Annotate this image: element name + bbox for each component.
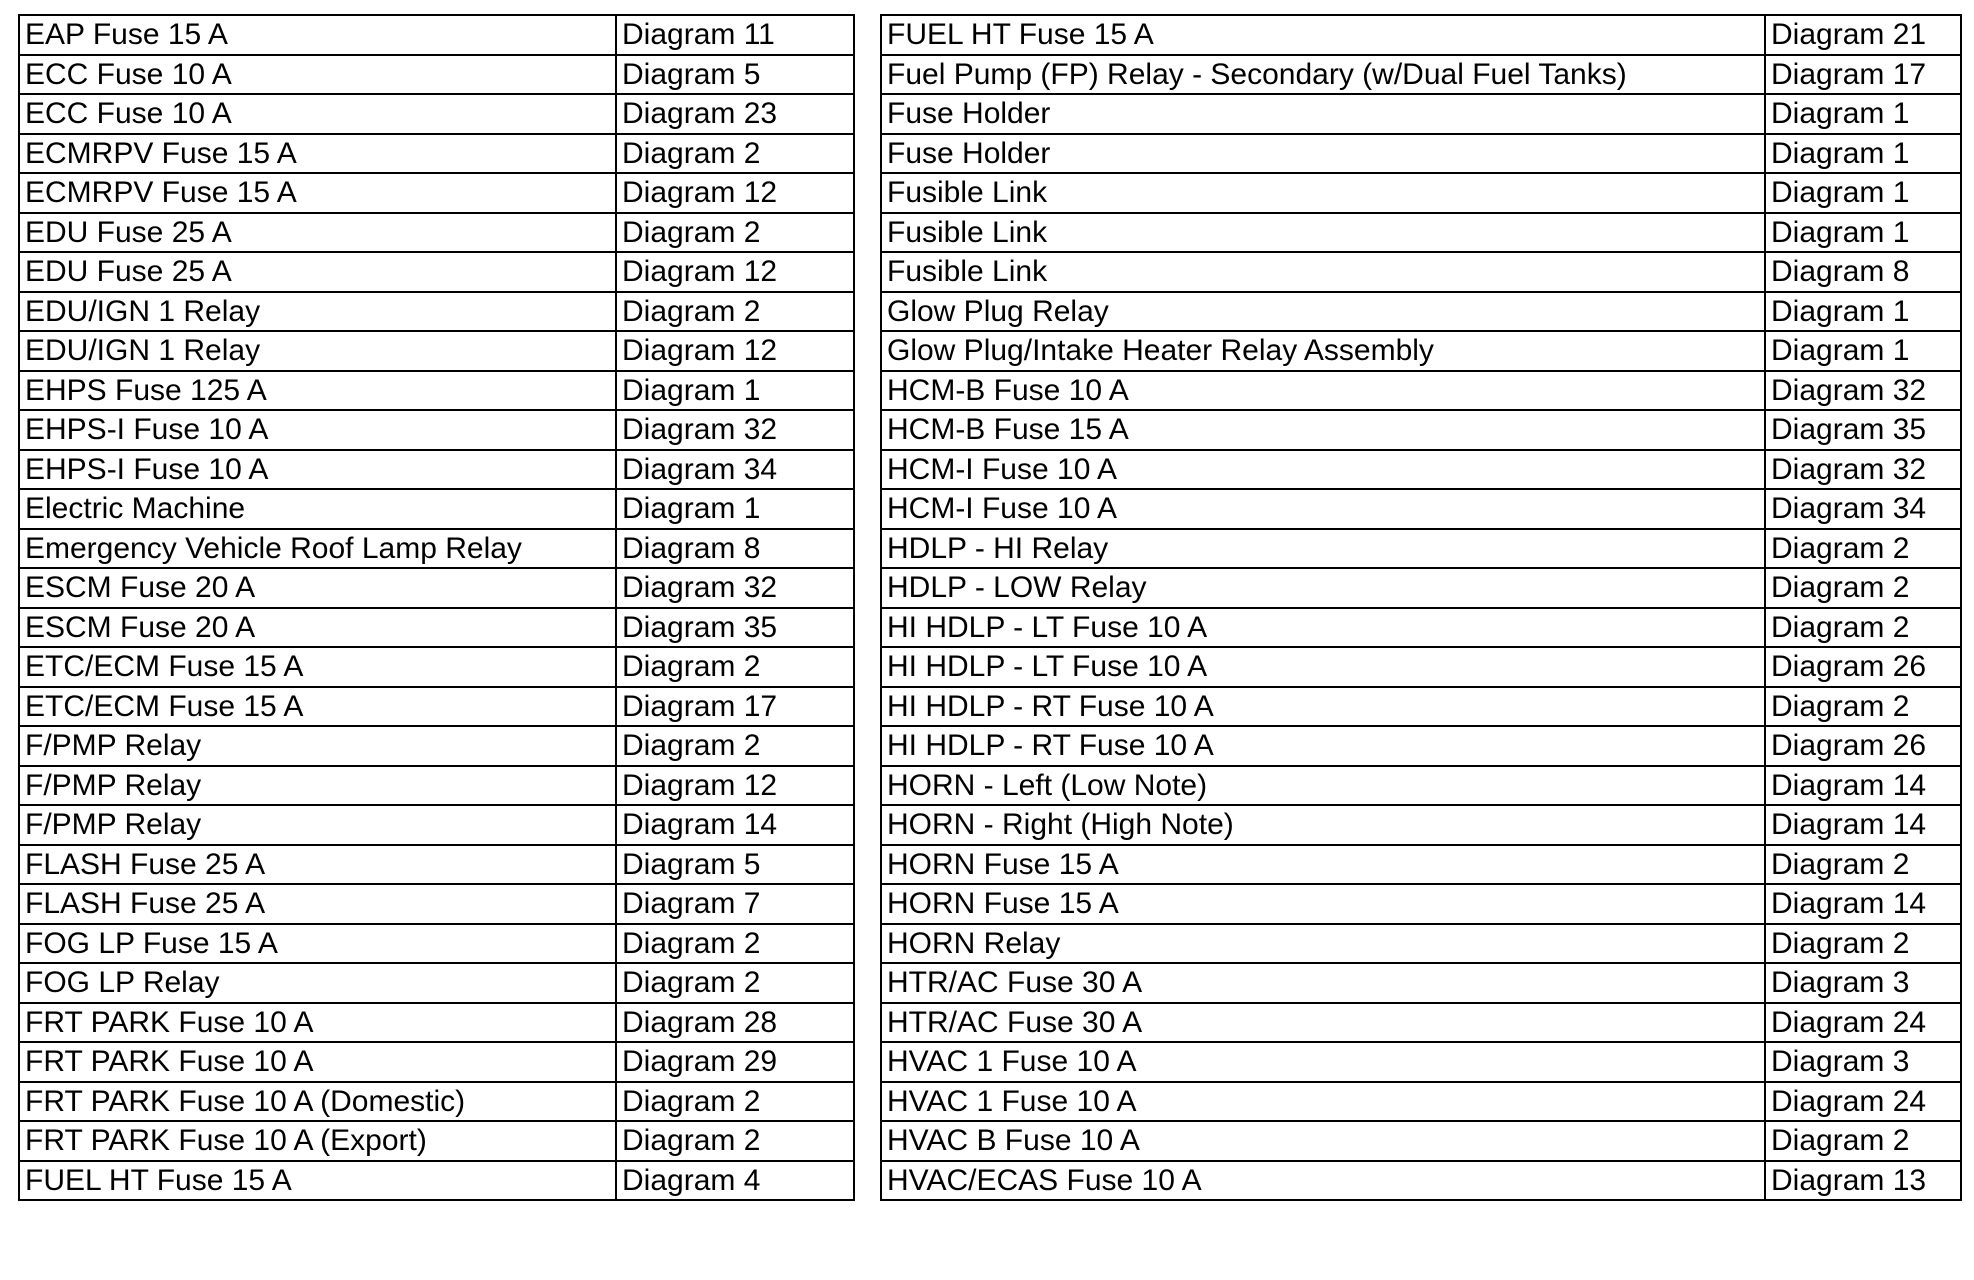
table-row: [881, 1161, 1961, 1201]
table-row: [19, 331, 854, 371]
table-row: [19, 55, 854, 95]
diagram-reference-cell: Diagram 34: [1765, 489, 1961, 529]
table-row: [881, 1121, 1961, 1161]
diagram-reference-cell: Diagram 14: [1765, 805, 1961, 845]
component-name-cell: Fusible Link: [881, 252, 1765, 292]
diagram-reference-cell: Diagram 21: [1765, 15, 1961, 55]
table-row: [19, 15, 854, 55]
diagram-reference-cell: Diagram 12: [616, 766, 854, 806]
component-name-cell: HCM-I Fuse 10 A: [881, 450, 1765, 490]
diagram-reference-cell: Diagram 1: [1765, 292, 1961, 332]
diagram-reference-cell: Diagram 35: [1765, 410, 1961, 450]
table-row: [881, 134, 1961, 174]
diagram-reference-cell: Diagram 14: [616, 805, 854, 845]
table-row: [19, 884, 854, 924]
component-name-cell: F/PMP Relay: [19, 805, 616, 845]
component-name-cell: FOG LP Relay: [19, 963, 616, 1003]
diagram-reference-cell: Diagram 26: [1765, 647, 1961, 687]
component-name-cell: HI HDLP - LT Fuse 10 A: [881, 608, 1765, 648]
component-name-cell: EAP Fuse 15 A: [19, 15, 616, 55]
table-row: [19, 371, 854, 411]
table-row: [19, 1121, 854, 1161]
component-name-cell: FRT PARK Fuse 10 A (Domestic): [19, 1082, 616, 1122]
component-name-cell: HDLP - HI Relay: [881, 529, 1765, 569]
table-row: [881, 845, 1961, 885]
table-row: [19, 489, 854, 529]
table-row: [881, 924, 1961, 964]
diagram-reference-cell: Diagram 1: [1765, 94, 1961, 134]
component-name-cell: EHPS Fuse 125 A: [19, 371, 616, 411]
table-row: [19, 963, 854, 1003]
diagram-reference-cell: Diagram 29: [616, 1042, 854, 1082]
diagram-reference-cell: Diagram 2: [616, 924, 854, 964]
component-name-cell: EDU Fuse 25 A: [19, 252, 616, 292]
diagram-reference-cell: Diagram 24: [1765, 1003, 1961, 1043]
table-row: [19, 845, 854, 885]
component-name-cell: ETC/ECM Fuse 15 A: [19, 687, 616, 727]
component-name-cell: FLASH Fuse 25 A: [19, 884, 616, 924]
diagram-reference-cell: Diagram 2: [1765, 568, 1961, 608]
diagram-reference-cell: Diagram 2: [616, 134, 854, 174]
component-name-cell: Fuel Pump (FP) Relay - Secondary (w/Dual Fuel Tanks): [881, 55, 1765, 95]
diagram-reference-cell: Diagram 24: [1765, 1082, 1961, 1122]
diagram-reference-cell: Diagram 2: [1765, 687, 1961, 727]
component-name-cell: Fuse Holder: [881, 134, 1765, 174]
table-row: [19, 252, 854, 292]
table-row: [881, 726, 1961, 766]
component-name-cell: F/PMP Relay: [19, 766, 616, 806]
table-row: [19, 213, 854, 253]
table-row: [881, 884, 1961, 924]
diagram-reference-cell: Diagram 2: [1765, 608, 1961, 648]
table-row: [881, 647, 1961, 687]
diagram-reference-cell: Diagram 7: [616, 884, 854, 924]
table-row: [881, 450, 1961, 490]
table-row: [881, 568, 1961, 608]
table-row: [19, 1042, 854, 1082]
diagram-reference-cell: Diagram 2: [1765, 845, 1961, 885]
component-name-cell: HCM-I Fuse 10 A: [881, 489, 1765, 529]
diagram-reference-cell: Diagram 32: [1765, 450, 1961, 490]
table-row: [881, 15, 1961, 55]
diagram-reference-cell: Diagram 34: [616, 450, 854, 490]
component-name-cell: F/PMP Relay: [19, 726, 616, 766]
table-row: [881, 766, 1961, 806]
component-name-cell: EHPS-I Fuse 10 A: [19, 450, 616, 490]
diagram-reference-cell: Diagram 32: [616, 568, 854, 608]
component-name-cell: HORN Relay: [881, 924, 1765, 964]
diagram-reference-cell: Diagram 32: [616, 410, 854, 450]
diagram-reference-cell: Diagram 8: [1765, 252, 1961, 292]
left-table-body: [19, 15, 854, 1200]
diagram-reference-cell: Diagram 2: [616, 647, 854, 687]
component-name-cell: FRT PARK Fuse 10 A: [19, 1042, 616, 1082]
component-name-cell: FRT PARK Fuse 10 A: [19, 1003, 616, 1043]
component-name-cell: Electric Machine: [19, 489, 616, 529]
component-name-cell: EHPS-I Fuse 10 A: [19, 410, 616, 450]
component-name-cell: ECMRPV Fuse 15 A: [19, 134, 616, 174]
component-name-cell: FRT PARK Fuse 10 A (Export): [19, 1121, 616, 1161]
table-row: [881, 371, 1961, 411]
diagram-reference-cell: Diagram 32: [1765, 371, 1961, 411]
table-row: [19, 766, 854, 806]
table-row: [881, 292, 1961, 332]
table-row: [19, 450, 854, 490]
diagram-reference-cell: Diagram 35: [616, 608, 854, 648]
diagram-reference-cell: Diagram 2: [1765, 924, 1961, 964]
table-row: [881, 805, 1961, 845]
right-table-body: [881, 15, 1961, 1200]
component-name-cell: FOG LP Fuse 15 A: [19, 924, 616, 964]
component-name-cell: ECC Fuse 10 A: [19, 94, 616, 134]
diagram-reference-cell: Diagram 2: [1765, 529, 1961, 569]
table-row: [881, 529, 1961, 569]
table-row: [881, 1042, 1961, 1082]
table-row: [881, 94, 1961, 134]
component-name-cell: HORN Fuse 15 A: [881, 845, 1765, 885]
component-name-cell: HI HDLP - LT Fuse 10 A: [881, 647, 1765, 687]
diagram-reference-cell: Diagram 26: [1765, 726, 1961, 766]
component-name-cell: ETC/ECM Fuse 15 A: [19, 647, 616, 687]
table-row: [881, 410, 1961, 450]
table-row: [19, 1161, 854, 1201]
component-name-cell: EDU Fuse 25 A: [19, 213, 616, 253]
table-row: [19, 1082, 854, 1122]
diagram-reference-cell: Diagram 1: [616, 371, 854, 411]
page: [18, 14, 1958, 1201]
component-name-cell: HCM-B Fuse 15 A: [881, 410, 1765, 450]
diagram-reference-cell: Diagram 2: [1765, 1121, 1961, 1161]
component-name-cell: ECC Fuse 10 A: [19, 55, 616, 95]
diagram-reference-cell: Diagram 12: [616, 331, 854, 371]
component-name-cell: ECMRPV Fuse 15 A: [19, 173, 616, 213]
diagram-reference-cell: Diagram 2: [616, 213, 854, 253]
table-row: [881, 213, 1961, 253]
right-fuse-table: [880, 14, 1962, 1201]
component-name-cell: Fusible Link: [881, 173, 1765, 213]
diagram-reference-cell: Diagram 28: [616, 1003, 854, 1043]
component-name-cell: Glow Plug Relay: [881, 292, 1765, 332]
table-row: [19, 726, 854, 766]
table-row: [19, 1003, 854, 1043]
component-name-cell: HI HDLP - RT Fuse 10 A: [881, 687, 1765, 727]
component-name-cell: FLASH Fuse 25 A: [19, 845, 616, 885]
table-row: [19, 529, 854, 569]
component-name-cell: HTR/AC Fuse 30 A: [881, 1003, 1765, 1043]
component-name-cell: EDU/IGN 1 Relay: [19, 292, 616, 332]
diagram-reference-cell: Diagram 12: [616, 173, 854, 213]
component-name-cell: HVAC 1 Fuse 10 A: [881, 1082, 1765, 1122]
diagram-reference-cell: Diagram 2: [616, 963, 854, 1003]
diagram-reference-cell: Diagram 4: [616, 1161, 854, 1201]
component-name-cell: Glow Plug/Intake Heater Relay Assembly: [881, 331, 1765, 371]
component-name-cell: FUEL HT Fuse 15 A: [881, 15, 1765, 55]
diagram-reference-cell: Diagram 2: [616, 1121, 854, 1161]
table-row: [881, 331, 1961, 371]
component-name-cell: HVAC/ECAS Fuse 10 A: [881, 1161, 1765, 1201]
component-name-cell: HORN - Left (Low Note): [881, 766, 1765, 806]
table-row: [881, 1082, 1961, 1122]
table-row: [881, 173, 1961, 213]
component-name-cell: HVAC 1 Fuse 10 A: [881, 1042, 1765, 1082]
table-row: [881, 252, 1961, 292]
component-name-cell: HORN - Right (High Note): [881, 805, 1765, 845]
diagram-reference-cell: Diagram 14: [1765, 884, 1961, 924]
diagram-reference-cell: Diagram 3: [1765, 1042, 1961, 1082]
diagram-reference-cell: Diagram 2: [616, 726, 854, 766]
diagram-reference-cell: Diagram 23: [616, 94, 854, 134]
component-name-cell: Fusible Link: [881, 213, 1765, 253]
diagram-reference-cell: Diagram 17: [616, 687, 854, 727]
table-row: [881, 1003, 1961, 1043]
diagram-reference-cell: Diagram 12: [616, 252, 854, 292]
diagram-reference-cell: Diagram 1: [1765, 331, 1961, 371]
diagram-reference-cell: Diagram 5: [616, 845, 854, 885]
table-row: [881, 55, 1961, 95]
table-row: [19, 924, 854, 964]
component-name-cell: ESCM Fuse 20 A: [19, 568, 616, 608]
diagram-reference-cell: Diagram 1: [1765, 134, 1961, 174]
component-name-cell: FUEL HT Fuse 15 A: [19, 1161, 616, 1201]
table-row: [19, 608, 854, 648]
table-row: [881, 489, 1961, 529]
table-row: [19, 687, 854, 727]
diagram-reference-cell: Diagram 1: [1765, 173, 1961, 213]
diagram-reference-cell: Diagram 14: [1765, 766, 1961, 806]
table-row: [19, 134, 854, 174]
table-row: [881, 608, 1961, 648]
diagram-reference-cell: Diagram 17: [1765, 55, 1961, 95]
component-name-cell: HTR/AC Fuse 30 A: [881, 963, 1765, 1003]
component-name-cell: EDU/IGN 1 Relay: [19, 331, 616, 371]
table-row: [881, 687, 1961, 727]
diagram-reference-cell: Diagram 11: [616, 15, 854, 55]
component-name-cell: ESCM Fuse 20 A: [19, 608, 616, 648]
table-row: [19, 805, 854, 845]
table-row: [19, 568, 854, 608]
diagram-reference-cell: Diagram 8: [616, 529, 854, 569]
table-row: [19, 292, 854, 332]
diagram-reference-cell: Diagram 3: [1765, 963, 1961, 1003]
diagram-reference-cell: Diagram 2: [616, 292, 854, 332]
component-name-cell: HORN Fuse 15 A: [881, 884, 1765, 924]
diagram-reference-cell: Diagram 1: [1765, 213, 1961, 253]
table-row: [19, 173, 854, 213]
table-row: [19, 647, 854, 687]
table-row: [881, 963, 1961, 1003]
component-name-cell: HCM-B Fuse 10 A: [881, 371, 1765, 411]
component-name-cell: HI HDLP - RT Fuse 10 A: [881, 726, 1765, 766]
component-name-cell: Fuse Holder: [881, 94, 1765, 134]
table-row: [19, 410, 854, 450]
diagram-reference-cell: Diagram 1: [616, 489, 854, 529]
component-name-cell: HVAC B Fuse 10 A: [881, 1121, 1765, 1161]
diagram-reference-cell: Diagram 13: [1765, 1161, 1961, 1201]
diagram-reference-cell: Diagram 5: [616, 55, 854, 95]
diagram-reference-cell: Diagram 2: [616, 1082, 854, 1122]
component-name-cell: Emergency Vehicle Roof Lamp Relay: [19, 529, 616, 569]
table-row: [19, 94, 854, 134]
component-name-cell: HDLP - LOW Relay: [881, 568, 1765, 608]
left-fuse-table: [18, 14, 855, 1201]
